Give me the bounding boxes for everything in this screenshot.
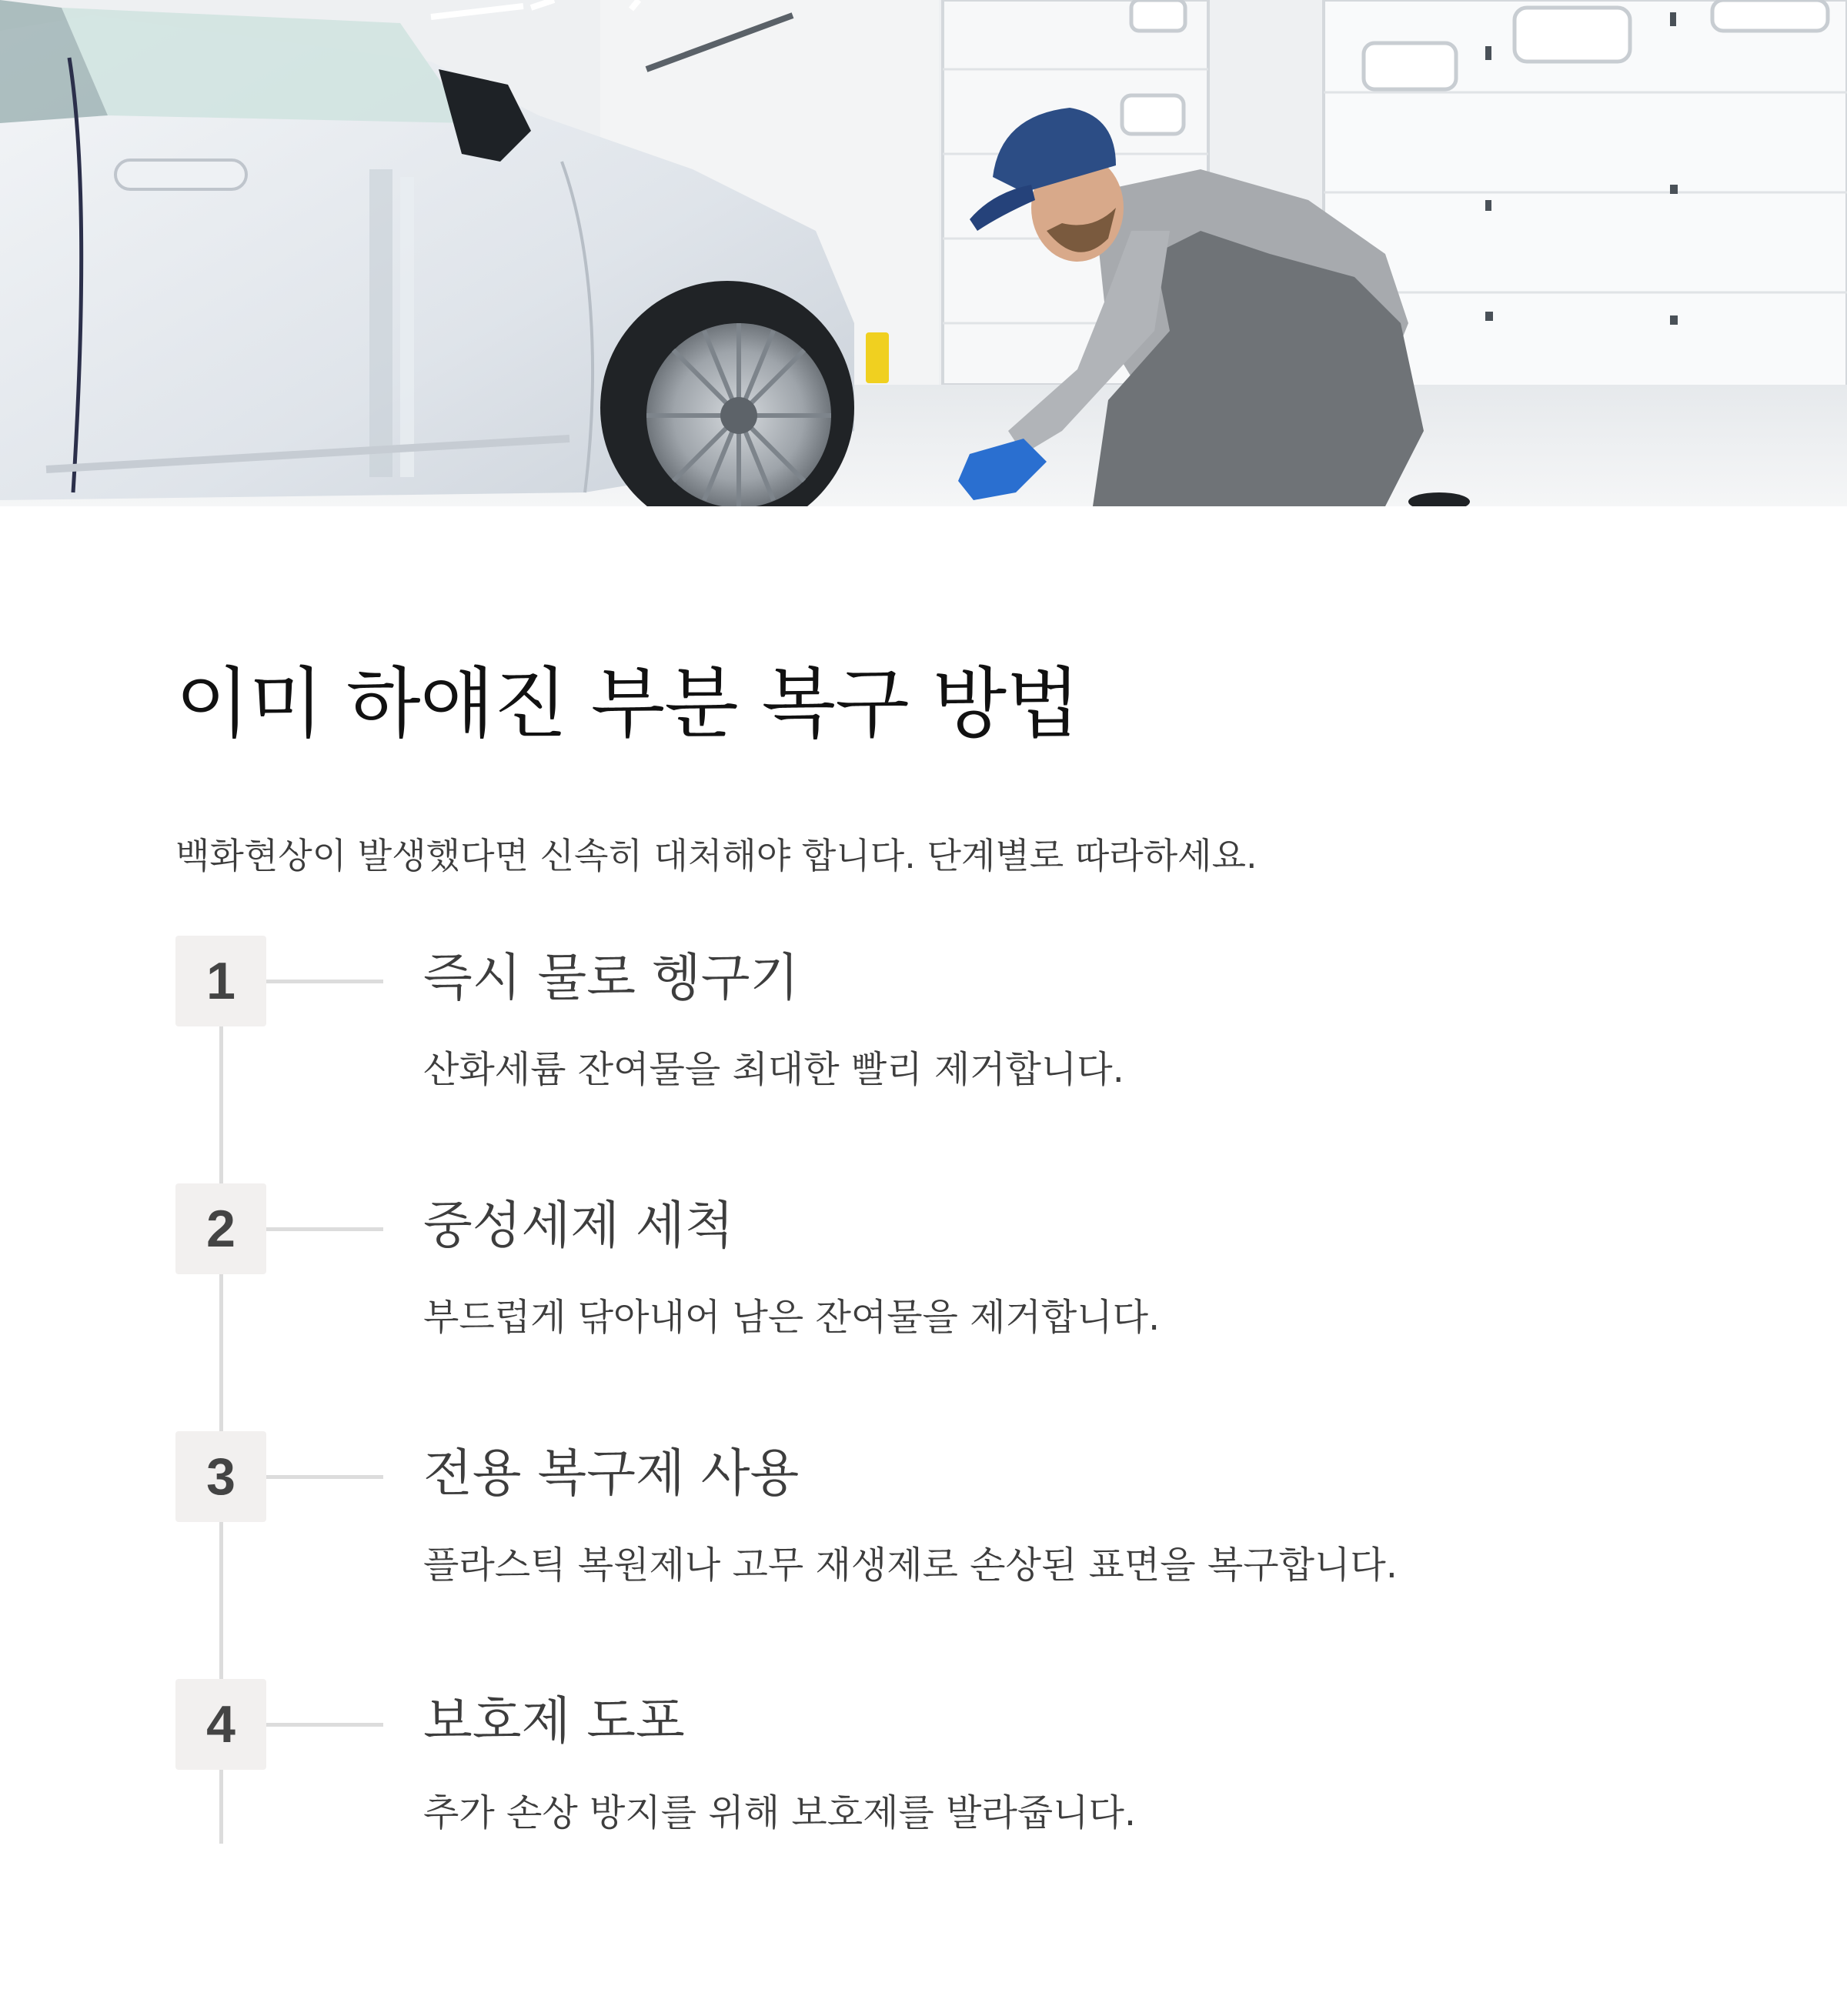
step-title: 즉시 물로 헹구기 [423, 948, 800, 1007]
page-intro: 백화현상이 발생했다면 신속히 대처해야 합니다. 단계별로 따라하세요. [175, 835, 1257, 876]
hero-image [0, 0, 1847, 506]
step-description: 플라스틱 복원제나 고무 재생제로 손상된 표면을 복구합니다. [423, 1544, 1398, 1587]
step-description: 부드럽게 닦아내어 남은 잔여물을 제거합니다. [423, 1296, 1161, 1339]
step-connector [266, 1723, 383, 1727]
step-title: 중성세제 세척 [423, 1196, 734, 1255]
step-item [175, 1183, 1638, 1383]
step-description: 추가 손상 방지를 위해 보호제를 발라줍니다. [423, 1791, 1137, 1834]
page-title: 이미 하얘진 부분 복구 방법 [175, 659, 1080, 749]
step-number-badge: 1 [175, 936, 266, 1026]
step-connector [266, 980, 383, 983]
car-detailing-photo [0, 0, 1847, 506]
step-number-badge: 3 [175, 1431, 266, 1522]
step-title: 보호제 도포 [423, 1691, 685, 1751]
step-number-badge: 2 [175, 1183, 266, 1274]
step-connector [266, 1227, 383, 1231]
step-item [175, 1679, 1638, 1879]
content-section [175, 654, 1715, 876]
step-title: 전용 복구제 사용 [423, 1444, 800, 1503]
step-connector [266, 1475, 383, 1479]
step-number-badge: 4 [175, 1679, 266, 1770]
step-item [175, 1431, 1638, 1631]
step-item [175, 936, 1638, 1136]
steps-timeline [175, 936, 1638, 1859]
step-description: 산화세륨 잔여물을 최대한 빨리 제거합니다. [423, 1048, 1124, 1091]
